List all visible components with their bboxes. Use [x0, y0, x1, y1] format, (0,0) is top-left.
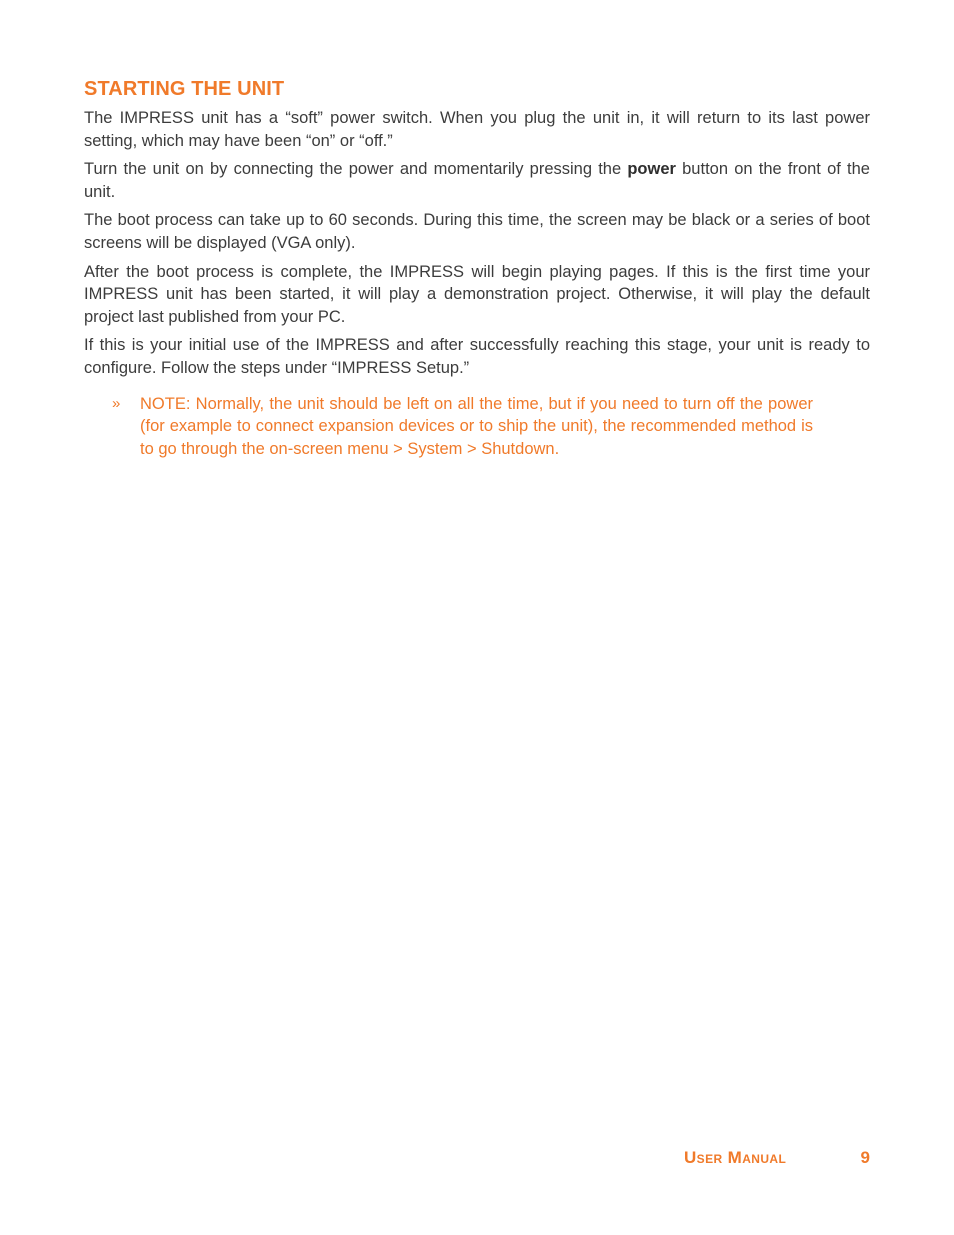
note-bullet-icon: » [112, 394, 121, 412]
power-keyword: power [627, 160, 676, 179]
section-heading: STARTING THE UNIT [84, 78, 285, 100]
paragraph-boot-process: The boot process can take up to 60 seconds. During this time, the screen may be black or a series of boot screens will be displayed (VGA only). [84, 211, 870, 252]
paragraph-initial-use: If this is your initial use of the IMPRESS and after successfully reaching this stage, your unit is ready to configure. Follow the steps under “IMPRESS Setup.” [84, 336, 870, 377]
paragraph-after-boot: After the boot process is complete, the IMPRESS will begin playing pages. If this is the first time your IMPRESS unit has been started, it will play a demonstration project. Otherwise, it will play the default project last published from your PC. [84, 262, 870, 326]
page-footer [0, 1148, 954, 1172]
page-number: 9 [860, 1148, 870, 1167]
page-content [84, 78, 870, 460]
note-text: NOTE: Normally, the unit should be left on all the time, but if you need to turn off the power (for example to connect expansion devices or to ship the unit), the recommended method is to go through the on-screen menu > System > Shutdown. [140, 394, 813, 458]
note-block [84, 393, 813, 461]
paragraph-turn-on [84, 158, 870, 203]
paragraph-soft-power: The IMPRESS unit has a “soft” power switch. When you plug the unit in, it will return to its last power setting, which may have been “on” or “off.” [84, 109, 870, 150]
paragraph-turn-on-end: button on the front of the unit. [84, 160, 870, 201]
footer-title: User Manual [684, 1148, 787, 1167]
paragraph-turn-on-start: Turn the unit on by connecting the power and momentarily pressing the [84, 160, 628, 179]
